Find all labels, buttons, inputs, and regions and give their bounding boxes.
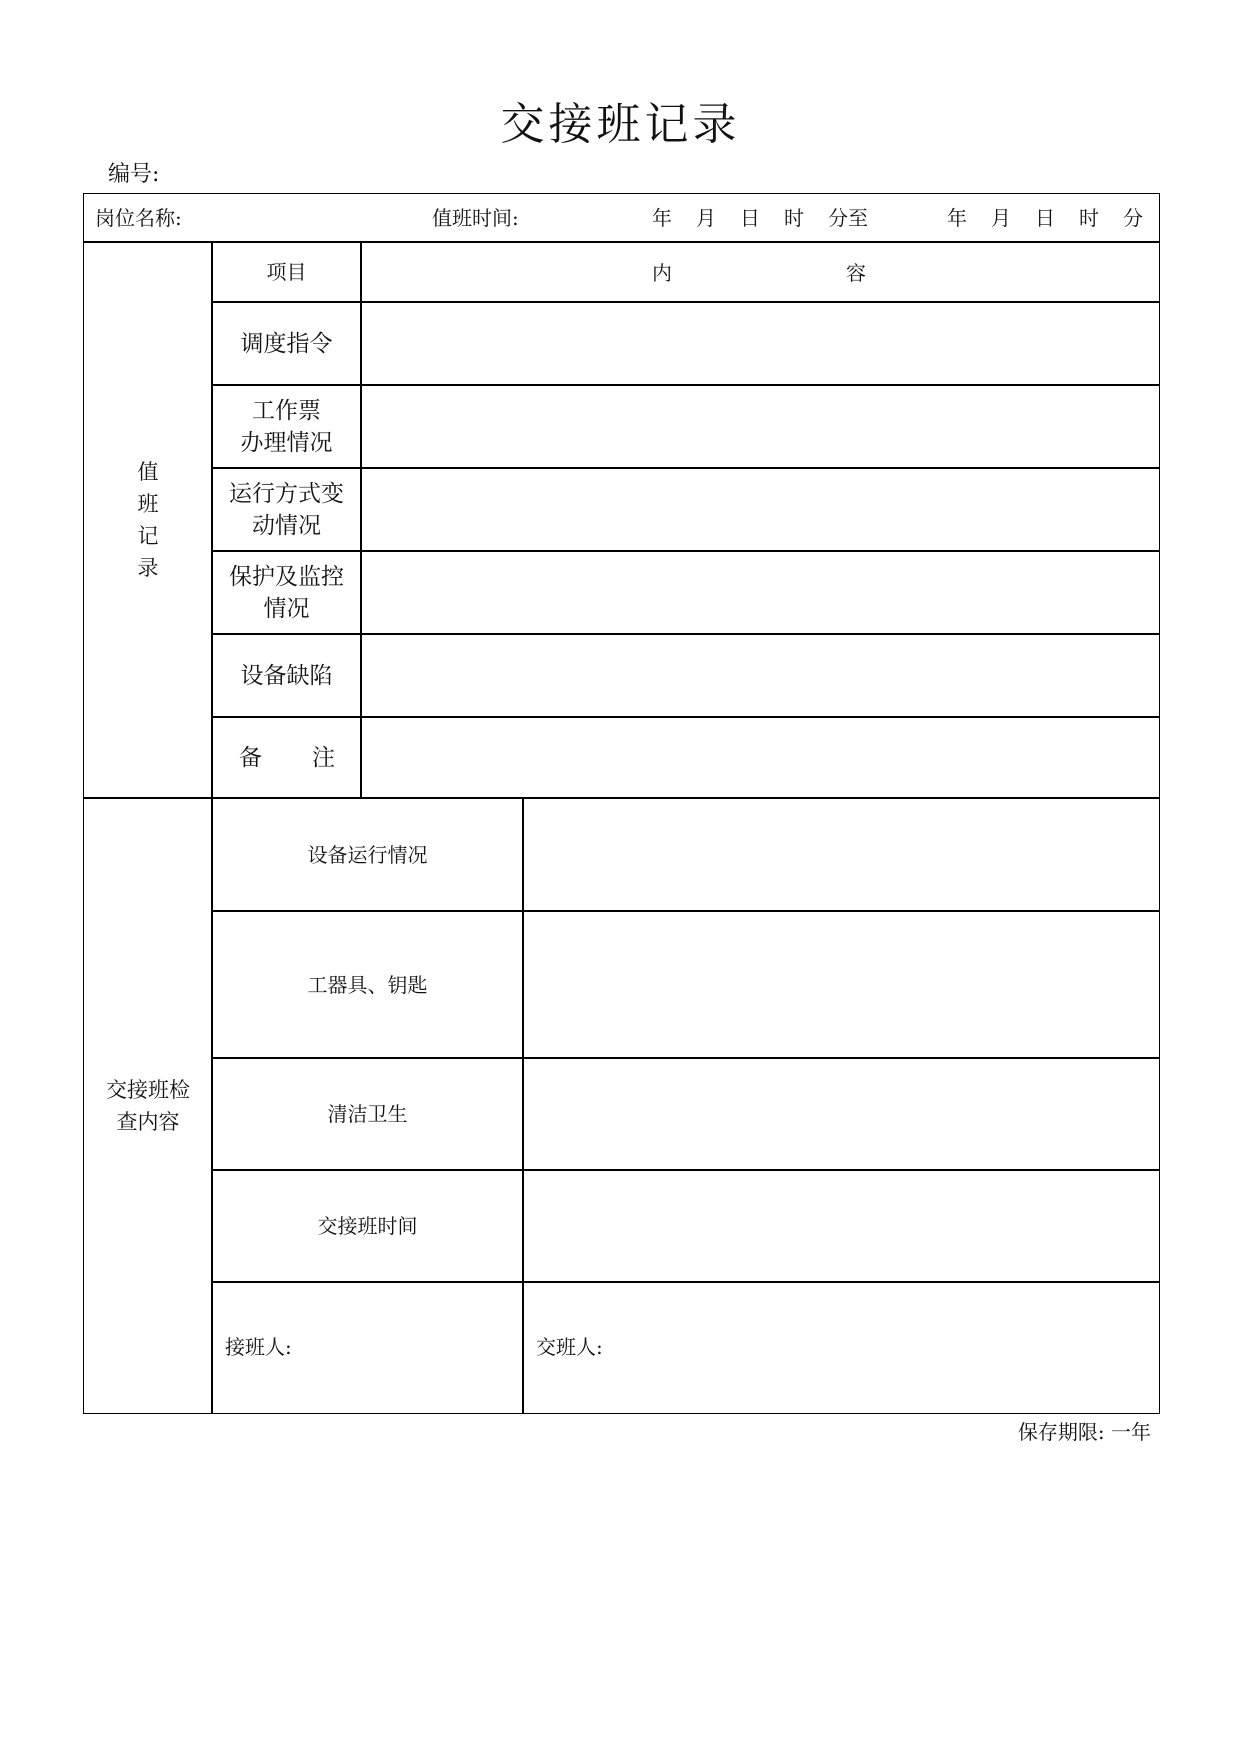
column-header-content-char-2: 容 xyxy=(846,261,866,285)
duty-content-dispatch-order[interactable] xyxy=(360,301,1160,386)
time-unit-start-year: 年 xyxy=(652,206,672,230)
duty-item-remarks: 备 注 xyxy=(211,716,362,799)
duty-record-label-cell xyxy=(83,241,213,799)
handover-item-cleaning: 清洁卫生 xyxy=(211,1057,524,1171)
document-title: 交接班记录 xyxy=(500,99,741,150)
retention-period: 保存期限: 一年 xyxy=(1017,1420,1151,1444)
duty-content-remarks[interactable] xyxy=(360,716,1160,799)
duty-item-work-ticket: 工作票 办理情况 xyxy=(211,384,362,469)
duty-content-work-ticket[interactable] xyxy=(360,384,1160,469)
handover-label-cell xyxy=(83,797,213,1414)
duty-item-protection-monitoring: 保护及监控 情况 xyxy=(211,550,362,635)
duty-time-label: 值班时间: xyxy=(432,206,519,230)
duty-content-operation-mode-change[interactable] xyxy=(360,467,1160,552)
time-unit-end-hour: 时 xyxy=(1079,206,1099,230)
handover-content-equipment-status[interactable] xyxy=(522,797,1160,912)
giver-signature-cell[interactable] xyxy=(522,1281,1160,1414)
duty-content-protection-monitoring[interactable] xyxy=(360,550,1160,635)
duty-content-equipment-defects[interactable] xyxy=(360,633,1160,718)
time-unit-start-minute-to: 分至 xyxy=(828,206,868,230)
giver-label: 交班人: xyxy=(536,1335,603,1359)
handover-item-handover-time: 交接班时间 xyxy=(211,1169,524,1283)
time-unit-start-month: 月 xyxy=(696,206,716,230)
handover-item-equipment-status: 设备运行情况 xyxy=(211,797,524,912)
duty-item-dispatch-order: 调度指令 xyxy=(211,301,362,386)
receiver-signature-cell[interactable] xyxy=(211,1281,524,1414)
handover-content-handover-time[interactable] xyxy=(522,1169,1160,1283)
handover-item-tools-keys: 工器具、钥匙 xyxy=(211,910,524,1059)
post-name-label: 岗位名称: xyxy=(95,206,182,230)
column-header-content xyxy=(360,241,1160,303)
duty-record-label: 值 班 记 录 xyxy=(137,460,159,580)
time-unit-start-hour: 时 xyxy=(784,206,804,230)
handover-content-cleaning[interactable] xyxy=(522,1057,1160,1171)
time-unit-start-day: 日 xyxy=(740,206,760,230)
handover-content-tools-keys[interactable] xyxy=(522,910,1160,1059)
receiver-label: 接班人: xyxy=(225,1335,292,1359)
duty-item-operation-mode-change: 运行方式变 动情况 xyxy=(211,467,362,552)
time-unit-end-day: 日 xyxy=(1035,206,1055,230)
duty-item-equipment-defects: 设备缺陷 xyxy=(211,633,362,718)
handover-label: 交接班检 查内容 xyxy=(106,1077,190,1134)
time-unit-end-month: 月 xyxy=(991,206,1011,230)
column-header-content-char-1: 内 xyxy=(652,261,672,285)
time-unit-end-minute: 分 xyxy=(1123,206,1143,230)
column-header-item: 项目 xyxy=(211,241,362,303)
time-unit-end-year: 年 xyxy=(947,206,967,230)
serial-number-label: 编号: xyxy=(108,162,160,187)
